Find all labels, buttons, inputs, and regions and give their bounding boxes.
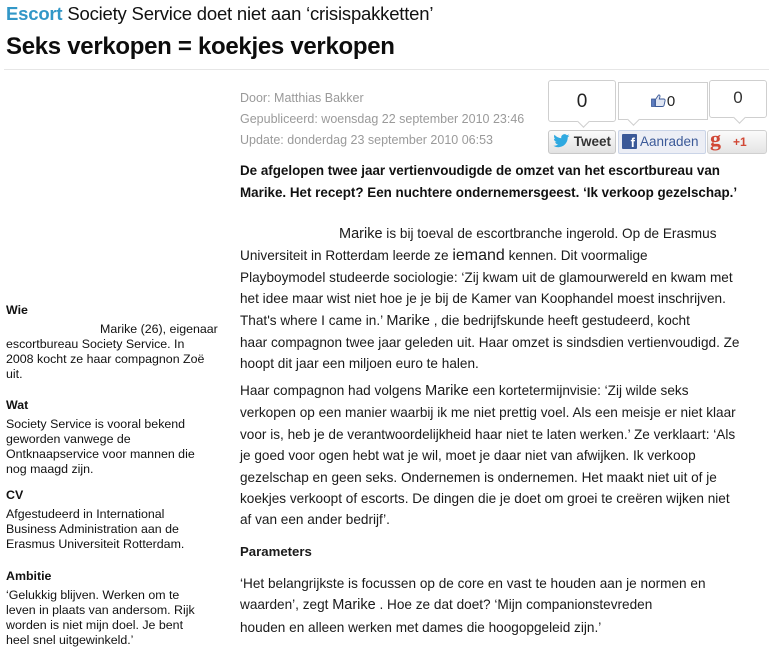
text: Universiteit in Rotterdam leerde ze bbox=[240, 248, 453, 264]
text: . Hoe ze dat doet? ‘Mijn companionstevreden bbox=[375, 597, 653, 613]
paragraph-line: het idee maar wist niet hoe je je bij de Kamer van Koophandel moest inschrijven. bbox=[240, 291, 726, 307]
person-name: Marike bbox=[332, 597, 376, 614]
sidebar-line: heel snel uitgewinkeld.’ bbox=[6, 633, 134, 647]
paragraph-line: hoopt dit jaar een miljoen euro te halen. bbox=[240, 356, 479, 372]
lead-line: De afgelopen twee jaar vertienvoudigde de omzet van het escortbureau van bbox=[240, 163, 720, 178]
text: Haar compagnon had volgens bbox=[240, 383, 426, 398]
kicker-text: Society Service doet niet aan ‘crisispakketten’ bbox=[67, 3, 434, 24]
text: That's where I came in.’ bbox=[240, 312, 387, 328]
google-g-icon: g bbox=[710, 126, 721, 151]
facebook-icon: f bbox=[622, 134, 637, 149]
facebook-count-bubble bbox=[618, 82, 708, 120]
paragraph-line bbox=[240, 380, 773, 402]
facebook-count: 0 bbox=[666, 93, 676, 110]
paragraph-line bbox=[240, 245, 773, 266]
sidebar-line: ‘Gelukkig blijven. Werken om te bbox=[6, 588, 180, 602]
sidebar-line: nog maagd zijn. bbox=[6, 462, 94, 476]
sidebar-line: 2008 kocht ze haar compagnon Zoë bbox=[6, 352, 205, 366]
text: waarden’, zegt bbox=[240, 597, 333, 613]
published-date: Gepubliceerd: woensdag 22 september 2010 23:46 bbox=[240, 112, 525, 126]
twitter-count-bubble bbox=[548, 80, 616, 122]
text: , die bedrijfskunde heeft gestudeerd, kocht bbox=[429, 312, 690, 328]
updated-date: Update: donderdag 23 september 2010 06:53 bbox=[240, 133, 493, 147]
text: kennen. Dit voormalige bbox=[508, 248, 648, 264]
body-paragraph bbox=[240, 573, 773, 638]
paragraph-line: gezelschap en geen seks. Ondernemen is ondernemen. Het maakt niet uit of je bbox=[240, 469, 717, 485]
sidebar-line: Society Service is vooral bekend bbox=[6, 417, 186, 431]
person-name: Marike bbox=[425, 383, 469, 399]
person-name: Marike bbox=[339, 226, 383, 242]
paragraph-line bbox=[240, 594, 773, 616]
body-paragraph bbox=[240, 223, 773, 375]
header-divider bbox=[4, 69, 769, 70]
paragraph-line bbox=[240, 223, 773, 245]
person-name: Marike bbox=[386, 312, 430, 329]
paragraph-line: Playboymodel studeerde sociologie: ‘Zij kwam uit de glamourwereld en kwam met bbox=[240, 269, 733, 285]
tweet-button[interactable] bbox=[548, 130, 616, 154]
article-headline: Seks verkopen = koekjes verkopen bbox=[6, 33, 395, 60]
text: een kortetermijnvisie: ‘Zij wilde seks bbox=[472, 383, 689, 398]
article-meta bbox=[240, 88, 524, 151]
body-paragraph bbox=[240, 380, 773, 531]
paragraph-line: je goed voor ogen hebt wat je wil, moet je daar niet van afwijken. Ik verkoop bbox=[240, 448, 696, 464]
sidebar-line: Erasmus Universiteit Rotterdam. bbox=[6, 537, 185, 551]
sidebar-line: Afgestudeerd in International bbox=[6, 507, 165, 521]
paragraph-line: houden en alleen werken met dames die hoogopgeleid zijn.’ bbox=[240, 619, 602, 635]
sidebar-heading: CV bbox=[6, 488, 24, 502]
author-line: Door: Matthias Bakker bbox=[240, 91, 364, 105]
googleplus-count-bubble bbox=[709, 80, 767, 118]
sidebar-line: Business Administration aan de bbox=[6, 522, 179, 536]
sidebar-line: uit. bbox=[6, 367, 23, 381]
paragraph-line: verkopen op een manier waarbij ik me niet prettig voel. Als een meisje er niet klaar bbox=[240, 405, 736, 421]
section-subheading: Parameters bbox=[240, 544, 312, 559]
twitter-bird-icon bbox=[553, 134, 570, 148]
sidebar-section-wat bbox=[6, 398, 228, 477]
sidebar-line: escortbureau Society Service. In bbox=[6, 337, 185, 351]
tweet-label: Tweet bbox=[573, 134, 612, 149]
person-name: iemand bbox=[452, 247, 505, 265]
text: is bij toeval de escortbranche ingerold. Op de Erasmus bbox=[382, 226, 717, 241]
sidebar-section-wie bbox=[6, 303, 228, 382]
article-kicker bbox=[6, 3, 433, 25]
kicker-category[interactable]: Escort bbox=[6, 3, 63, 24]
facebook-label: Aanraden bbox=[640, 134, 699, 149]
person-name: Marike bbox=[100, 322, 138, 336]
paragraph-line: koekjes verkoopt of escorts. De dingen die je doet om groei te creëren wijken niet bbox=[240, 491, 730, 507]
paragraph-line: voor is, heb je de verantwoordelijkheid haar niet te laten werken.’ Ze verklaart: ‘Als bbox=[240, 426, 736, 442]
article-lead bbox=[240, 160, 773, 204]
googleplus-button[interactable] bbox=[707, 126, 767, 154]
paragraph-line bbox=[240, 310, 773, 332]
thumbs-up-icon bbox=[651, 94, 666, 107]
sidebar-line: geworden vanwege de bbox=[6, 432, 131, 446]
paragraph-line: af van een ander bedrijf’. bbox=[240, 512, 390, 528]
sidebar-section-ambitie bbox=[6, 569, 228, 648]
sidebar-line: Ontknaapservice voor mannen die bbox=[6, 447, 195, 461]
sidebar-heading: Ambitie bbox=[6, 569, 52, 583]
text: (26), eigenaar bbox=[137, 322, 218, 336]
paragraph-line: ‘Het belangrijkste is focussen op de core en vast te houden aan je normen en bbox=[240, 576, 706, 591]
sidebar-line: worden is niet mijn doel. Je bent bbox=[6, 618, 184, 632]
sidebar-line: leven in plaats van andersom. Rijk bbox=[6, 603, 195, 617]
sidebar-heading: Wie bbox=[6, 303, 28, 317]
googleplus-count: 0 bbox=[733, 88, 743, 107]
sidebar-line bbox=[6, 322, 228, 337]
sidebar-heading: Wat bbox=[6, 398, 29, 412]
googleplus-label: +1 bbox=[733, 135, 747, 149]
sidebar-section-cv bbox=[6, 488, 228, 552]
facebook-recommend-button[interactable] bbox=[618, 130, 706, 154]
lead-line: Marike. Het recept? Een nuchtere ondernemersgeest. ‘Ik verkoop gezelschap.’ bbox=[240, 185, 738, 200]
twitter-count: 0 bbox=[576, 91, 588, 112]
paragraph-line: haar compagnon twee jaar geleden uit. Haar omzet is sindsdien vertienvoudigd. Ze bbox=[240, 335, 740, 351]
